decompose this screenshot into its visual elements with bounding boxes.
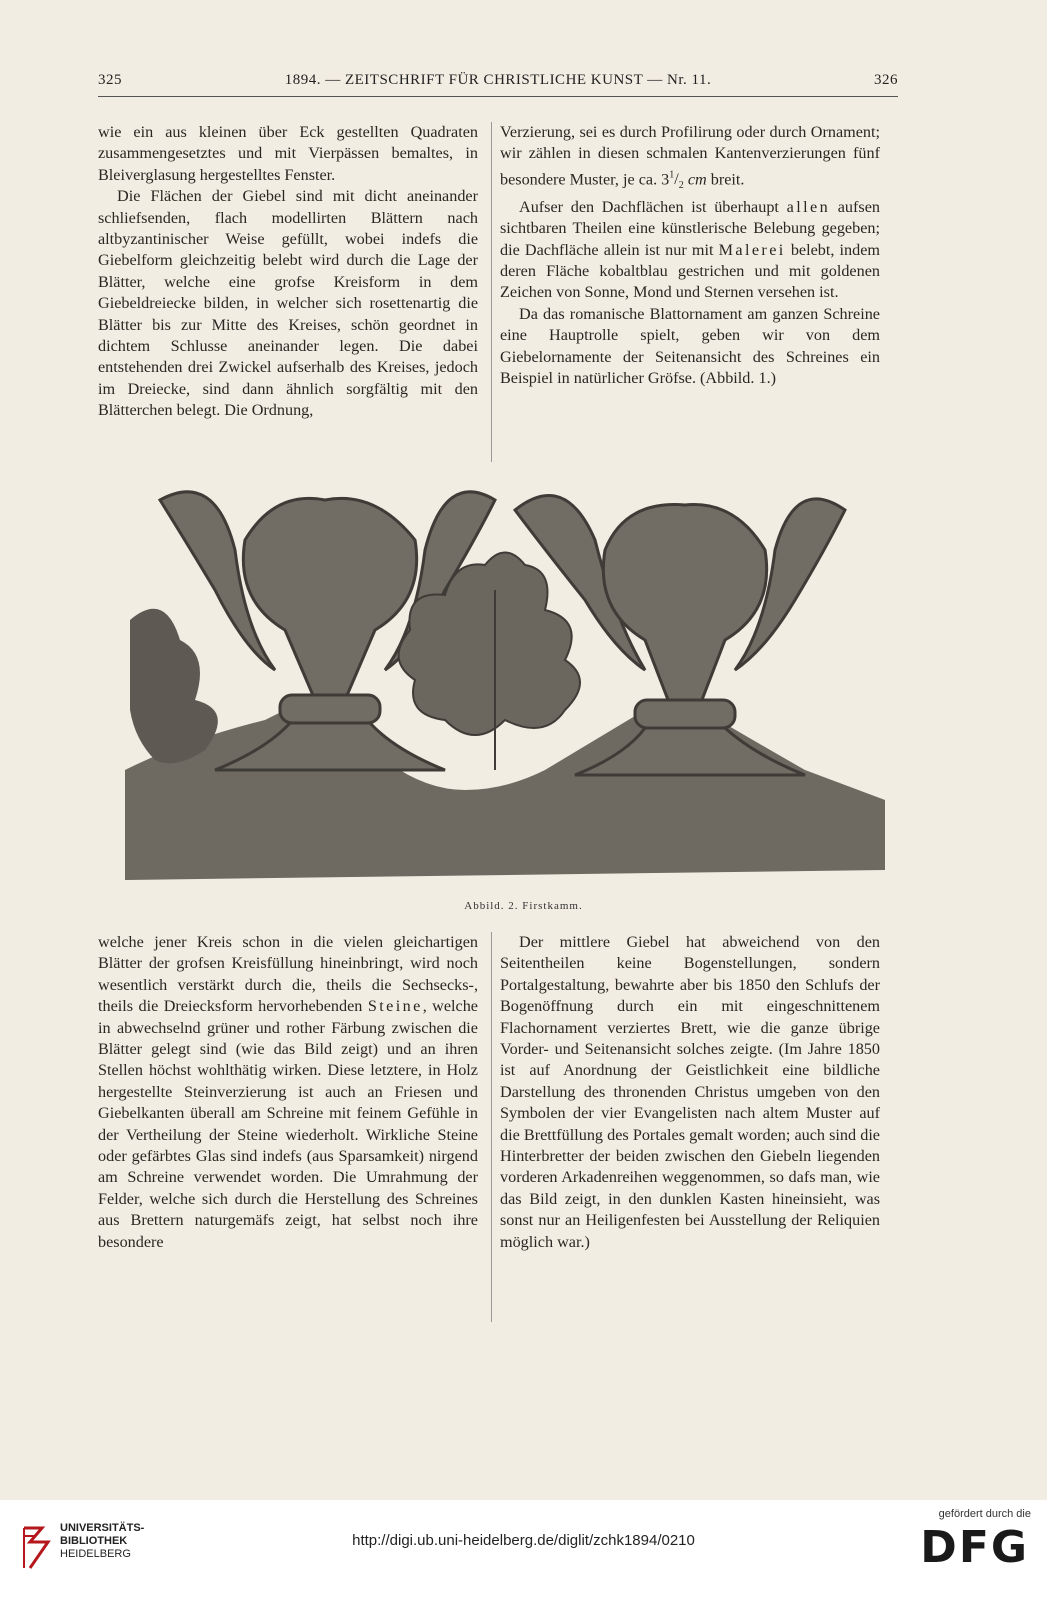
left-partial-leaf xyxy=(130,609,218,764)
paragraph xyxy=(500,122,880,197)
funding-label: gefördert durch die xyxy=(938,1508,1031,1520)
fraction-numerator: 1 xyxy=(669,169,675,181)
bottom-left-column xyxy=(98,932,478,1253)
top-left-column xyxy=(98,122,478,422)
column-rule xyxy=(491,932,492,1322)
source-url-link[interactable]: http://digi.ub.uni-heidelberg.de/diglit/zchk1894/0210 xyxy=(352,1532,695,1549)
text-run: , welche in abwechselnd grüner und rother Färbung zwischen die Blätter gelegt sind (wie das Bild zeigt) und an ihren Stellen höchst wohlthätig wirken. Diese letztere, in Holz hergestellte Steinverzierung ist auch an Friesen und Giebelkanten überall am Schreine mit feinem Gefühle in der Vertheilung der Steine wiederholt. Wirkliche Steine oder gefärbtes Glas sind indefs (aus Sparsamkeit) nirgend am Schreine verwendet worden. Die Umrahmung der Felder, welche sich durch die Herstellung des Schreines aus Brettern naturgemäfs zeigt, hat selbst noch ihre besondere xyxy=(98,997,478,1251)
text-run: welche jener Kreis schon in die vielen gleichartigen Blätter der grofsen Kreisfüllung hineinbringt, wird noch wesentlich verstärkt durch die, theils die Sechsecks-, theils die Dreiecksform hervorhebenden xyxy=(98,933,478,1016)
text-run: belebt, indem deren Fläche kobaltblau gestrichen und mit goldenen Zeichen von Sonne, Mond und Sternen versehen ist. xyxy=(500,240,880,302)
dfg-logo: DFG xyxy=(920,1522,1029,1573)
ornament-figure xyxy=(125,470,885,890)
fraction-denominator: 2 xyxy=(678,180,684,192)
text-run: Aufser den Dachflächen ist überhaupt xyxy=(519,197,787,216)
figure-caption: Abbild. 2. Firstkamm. xyxy=(464,900,583,912)
spaced-word: Steine xyxy=(367,997,423,1016)
ornament-base xyxy=(125,700,885,880)
paragraph xyxy=(500,197,880,304)
paragraph: Die Flächen der Giebel sind mit dicht aneinander schliefsenden, flach modellirten Blättern nach altbyzantinischer Weise gefüllt, wobei indefs die Giebelform gleichzeitig belebt wird durch die Lage der Blätter, welche eine grofse Kreisform in dem Giebeldreiecke bilden, in welcher sich rosettenartig die Blätter bis zur Mitte des Kreises, schön geordnet in dichtem Schlusse aneinander legen. Die dabei entstehenden drei Zwickel aufserhalb des Kreises, jedoch im Dreiecke, sind dann ähnlich sorgfältig mit den Blätterchen belegt. Die Ordnung, xyxy=(98,187,478,420)
unit-cm: cm xyxy=(687,170,707,189)
page-number-left: 325 xyxy=(98,72,122,88)
paragraph: wie ein aus kleinen über Eck gestellten Quadraten zusammengesetztes und mit Vierpässen bemaltes, in Bleiverglasung hergestelltes Fenster. xyxy=(98,123,478,184)
spaced-word: allen xyxy=(786,197,831,216)
bottom-right-column xyxy=(500,932,880,1253)
paragraph: Der mittlere Giebel hat abweichend von den Seitentheilen keine Bogenstellungen, sondern Portalgestaltung, bewahrte aber bis 1850 den Schlufs der Bogenöffnung durch ein mit eingeschnittenem Flachornament verziertes Brett, wie die ganze übrige Vorder- und Seitenansicht solches zeigte. (Im Jahre 1850 ist auf Anordnung der Geistlichkeit eine bildliche Darstellung des thronenden Christus umgeben von den Symbolen der vier Evangelisten nach altem Muster auf die Brettfüllung des Portales gemalt worden; auch sind die Hinterbretter der beiden zwischen den Giebeln liegenden vorderen Arkadenreihen weggenommen, so dafs man, wie das Bild zeigt, in den dunklen Kasten hineinsieht, was sonst nur an Heiligenfesten bei Ausstellung der Reliquien möglich war.) xyxy=(500,933,880,1251)
footer xyxy=(0,1500,1047,1598)
library-line: UNIVERSITÄTS- xyxy=(60,1522,145,1534)
page-number-right: 326 xyxy=(874,72,898,88)
paragraph: Da das romanische Blattornament am ganzen Schreine eine Hauptrolle spielt, geben wir von dem Giebelornamente der Seitenansicht des Schreines ein Beispiel in natürlicher Gröfse. (Abbild. 1.) xyxy=(500,304,880,388)
text-run: breit. xyxy=(706,170,745,189)
running-head xyxy=(98,72,898,96)
paragraph xyxy=(98,932,478,1253)
text-run: Verzierung, sei es durch Profilirung oder durch Ornament; wir zählen in diesen schmalen Kantenverzierungen fünf besondere Muster, je ca. 3 xyxy=(500,123,880,189)
text-run: aufsen sichtbaren Theilen eine künstlerische Belebung gegeben; die Dachfläche allein ist nur mit xyxy=(500,197,880,259)
column-rule xyxy=(491,122,492,462)
library-line: HEIDELBERG xyxy=(60,1548,131,1560)
header-rule xyxy=(98,96,898,97)
top-right-column xyxy=(500,122,880,390)
journal-title: 1894. — ZEITSCHRIFT FÜR CHRISTLICHE KUNST — Nr. 11. xyxy=(284,72,712,88)
fraction: $^1/_2$ xyxy=(669,169,684,192)
firstkamm-illustration xyxy=(125,470,885,890)
spaced-word: Malerei xyxy=(718,240,786,259)
library-line: BIBLIOTHEK xyxy=(60,1535,128,1547)
